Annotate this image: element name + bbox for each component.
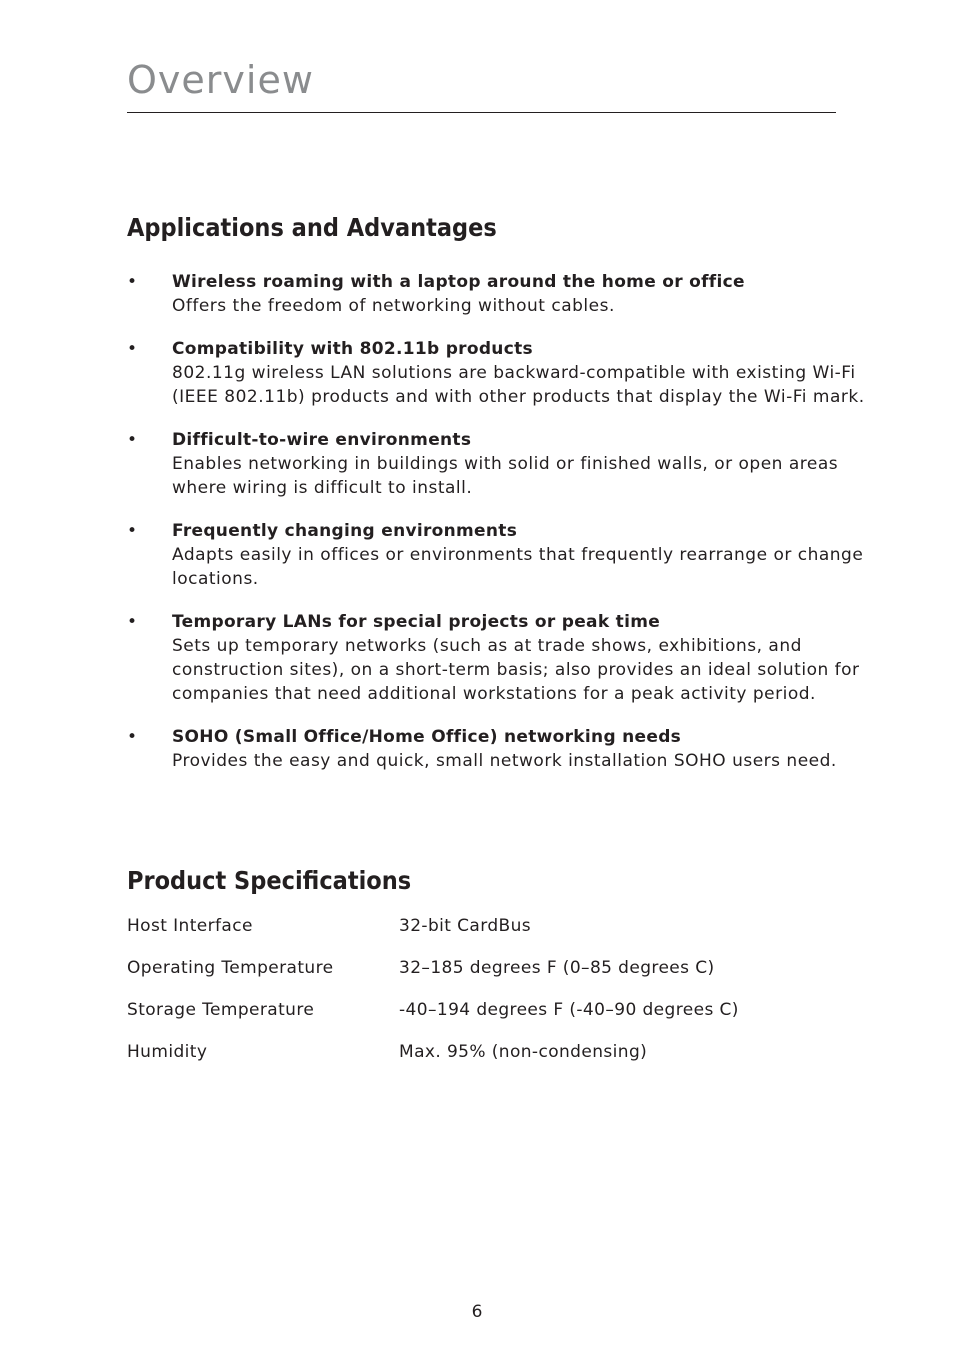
bullet-icon: • <box>127 612 138 632</box>
spec-value: 32-bit CardBus <box>399 916 532 936</box>
list-item-title: Temporary LANs for special projects or peak time <box>172 612 661 632</box>
applications-heading: Applications and Advantages <box>127 213 497 242</box>
specifications-table <box>127 910 739 1078</box>
spec-value: -40–194 degrees F (-40–90 degrees C) <box>399 1000 739 1020</box>
list-item <box>127 610 872 706</box>
list-item <box>127 337 872 409</box>
list-item-body: Offers the freedom of networking without cables. <box>172 296 615 316</box>
spec-label: Host Interface <box>127 916 253 936</box>
list-item-body: Adapts easily in offices or environments that frequently rearrange or change locations. <box>172 545 864 589</box>
table-row <box>127 994 739 1036</box>
page-title: Overview <box>127 58 314 102</box>
bullet-icon: • <box>127 430 138 450</box>
list-item-body: Enables networking in buildings with solid or finished walls, or open areas where wiring is difficult to install. <box>172 454 839 498</box>
spec-label: Humidity <box>127 1042 208 1062</box>
table-row <box>127 952 739 994</box>
list-item <box>127 519 872 591</box>
applications-list <box>127 270 872 792</box>
table-row <box>127 910 739 952</box>
bullet-icon: • <box>127 339 138 359</box>
list-item-title: Difficult-to-wire environments <box>172 430 472 450</box>
spec-value: Max. 95% (non-condensing) <box>399 1042 648 1062</box>
page-number: 6 <box>471 1302 483 1322</box>
list-item-title: Frequently changing environments <box>172 521 518 541</box>
title-divider <box>127 112 836 113</box>
list-item-body: Provides the easy and quick, small network installation SOHO users need. <box>172 751 837 771</box>
list-item-title: SOHO (Small Office/Home Office) networking needs <box>172 727 682 747</box>
bullet-icon: • <box>127 727 138 747</box>
list-item <box>127 270 872 318</box>
list-item-body: 802.11g wireless LAN solutions are backward-compatible with existing Wi-Fi (IEEE 802.11b) products and with other products that display the Wi-Fi mark. <box>172 363 865 407</box>
table-row <box>127 1036 739 1078</box>
list-item <box>127 725 872 773</box>
spec-label: Operating Temperature <box>127 958 334 978</box>
list-item-body: Sets up temporary networks (such as at trade shows, exhibitions, and construction sites), on a short-term basis; also provides an ideal solution for companies that need additional workstations for a peak activity period. <box>172 636 860 704</box>
list-item-title: Wireless roaming with a laptop around the home or office <box>172 272 745 292</box>
spec-value: 32–185 degrees F (0–85 degrees C) <box>399 958 715 978</box>
specifications-heading: Product Specifications <box>127 866 412 895</box>
list-item-title: Compatibility with 802.11b products <box>172 339 533 359</box>
bullet-icon: • <box>127 272 138 292</box>
spec-label: Storage Temperature <box>127 1000 315 1020</box>
bullet-icon: • <box>127 521 138 541</box>
list-item <box>127 428 872 500</box>
